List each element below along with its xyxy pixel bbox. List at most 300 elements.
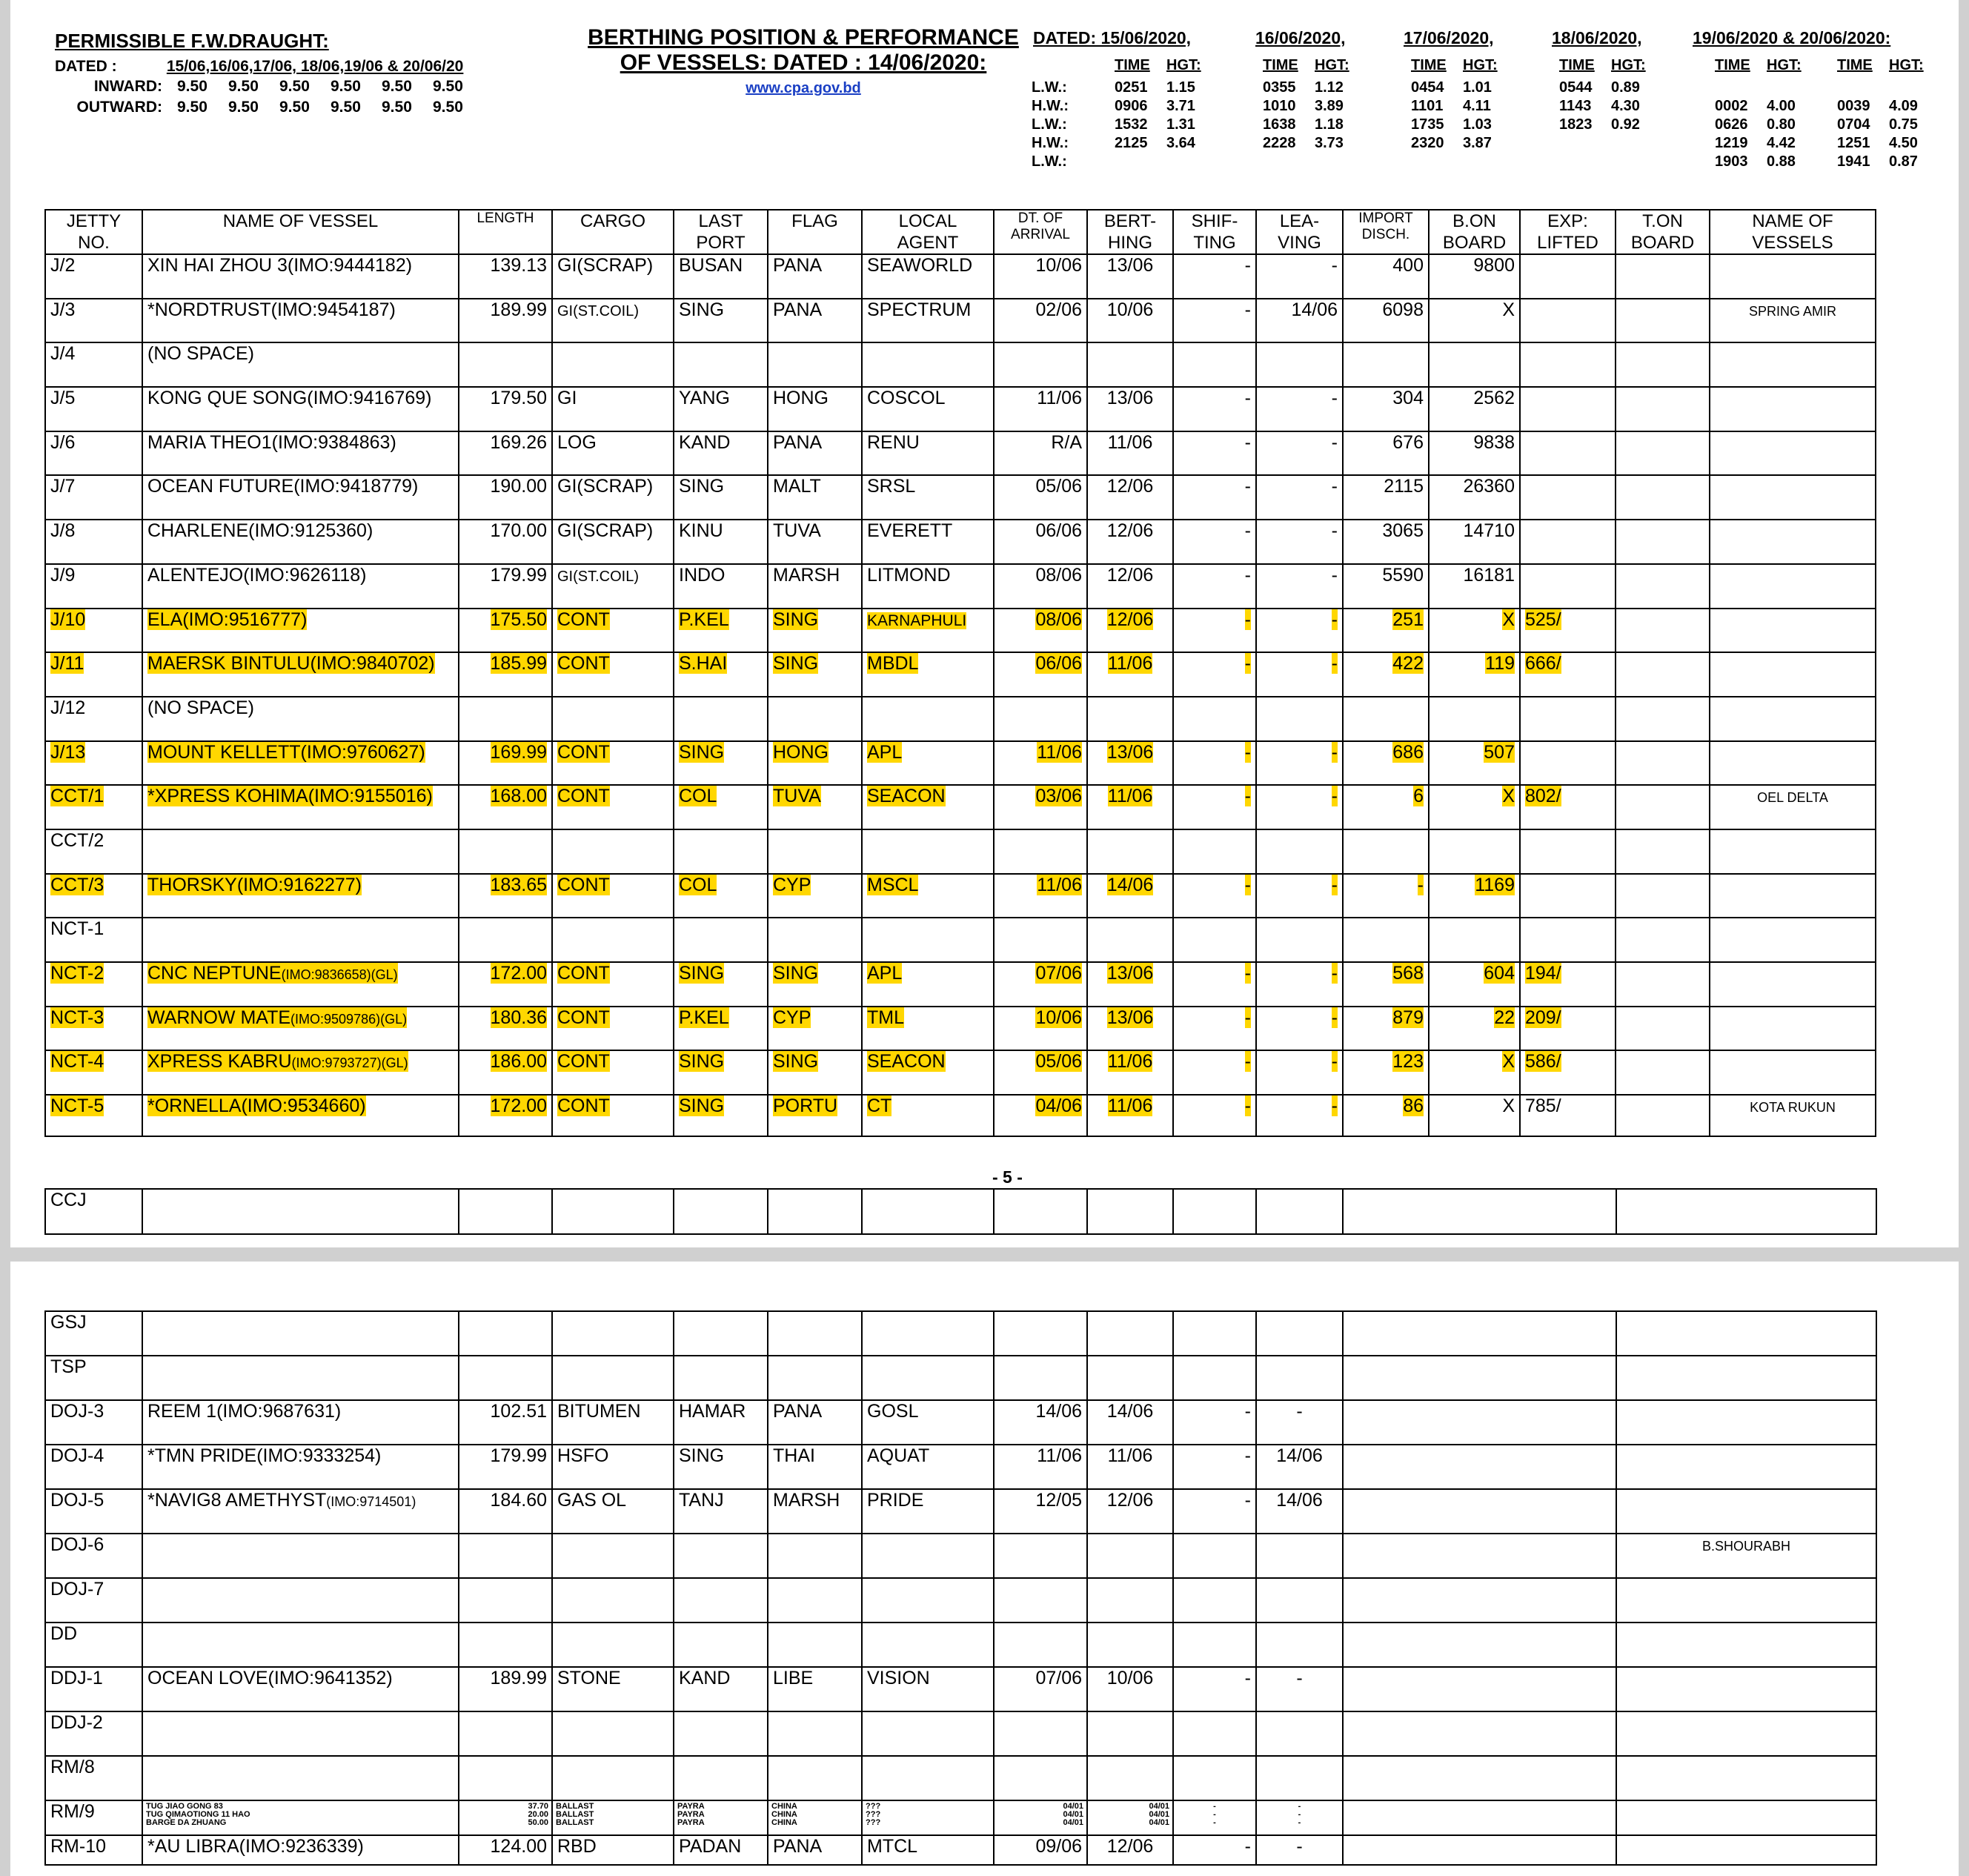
cell-value: -: [1331, 963, 1338, 984]
cell-value: TML: [867, 1007, 904, 1028]
cell-arrival: [994, 962, 1087, 1007]
berthing-table: [44, 209, 1876, 1137]
cell-value: J/13: [50, 741, 86, 763]
cell-cargo: [552, 254, 674, 299]
cell-leaving: [1256, 1756, 1343, 1800]
tide-time-value: 1251: [1837, 135, 1870, 151]
cell-shifting: [1173, 741, 1256, 786]
cell-line: 04/01: [1149, 1810, 1169, 1819]
cell-last-port: [674, 299, 768, 343]
cell-cargo: [552, 1711, 674, 1756]
tide-time-value: 2320: [1411, 135, 1444, 151]
cell-value: 676: [1392, 431, 1424, 453]
cell-next: [1710, 342, 1876, 387]
cell-agent: [862, 520, 994, 564]
cell-value: 169.99: [490, 741, 547, 763]
cell-import: [1343, 431, 1429, 476]
cell-shifting: [1173, 609, 1256, 653]
cell-berthing: [1087, 1489, 1173, 1534]
cell-jetty: [45, 299, 142, 343]
cell-next: [1710, 564, 1876, 609]
cell-berthing: [1087, 431, 1173, 476]
cell-name: [142, 874, 459, 918]
cell-value: 11/06: [1037, 1445, 1082, 1466]
cell-jetty: [45, 1711, 142, 1756]
tide-time-value: 0704: [1837, 116, 1870, 133]
cell-value: DOJ-5: [50, 1490, 104, 1511]
cell-arrival: [994, 1835, 1087, 1865]
cell-name: [142, 1711, 459, 1756]
cell-agent: [862, 1623, 994, 1667]
tide-time-value: 0355: [1263, 79, 1296, 96]
cell-exp: [1520, 520, 1616, 564]
cell: [768, 1189, 862, 1234]
draught-outward-value: 9.50: [433, 99, 463, 116]
cell-value: PORTU: [773, 1096, 838, 1117]
column-header-line: T.ON: [1642, 211, 1683, 231]
cell-tonboard: [1616, 652, 1710, 697]
cell-value: TSP: [50, 1356, 87, 1377]
cell-line: CHINA: [771, 1802, 797, 1811]
page-number: - 5 -: [992, 1167, 1023, 1187]
cell-berthing: [1087, 520, 1173, 564]
cell-value: THORSKY(IMO:9162277): [147, 874, 362, 895]
cell-length: [459, 652, 552, 697]
cell-bonboard: [1429, 299, 1520, 343]
table-row: [45, 1534, 1876, 1578]
cell-value: -: [1331, 786, 1338, 807]
cell: [552, 1189, 674, 1234]
cell-name: [142, 652, 459, 697]
cell-value: 1169: [1475, 874, 1515, 895]
cell-arrival: [994, 1007, 1087, 1051]
cell-cargo: [552, 1835, 674, 1865]
table-row: [45, 1050, 1876, 1095]
cell-value: GSJ: [50, 1312, 87, 1333]
cell-last-port: [674, 254, 768, 299]
cell-tonboard: [1616, 520, 1710, 564]
tide-time-value: 0454: [1411, 79, 1444, 96]
cell-agent: [862, 1756, 994, 1800]
cell-flag: [768, 1800, 862, 1835]
cell-last-port: [674, 874, 768, 918]
cell-value: SEACON: [867, 1051, 946, 1073]
cell-value: -: [1331, 653, 1338, 675]
cell-blank: [1343, 1534, 1616, 1578]
cell-blank: [1343, 1400, 1616, 1445]
cell-tonboard: [1616, 342, 1710, 387]
cell-exp: [1520, 1050, 1616, 1095]
cell-next: [1710, 1007, 1876, 1051]
cell-last-port: [674, 342, 768, 387]
cell-value: 05/06: [1035, 476, 1082, 497]
cell-leaving: [1256, 475, 1343, 520]
cell-value: J/10: [50, 609, 86, 630]
tide-height-value: 3.71: [1166, 98, 1195, 114]
column-header: [1429, 210, 1520, 254]
tide-time-value: 2125: [1115, 135, 1148, 151]
cell-value: RENU: [867, 431, 920, 453]
cell-flag: [768, 475, 862, 520]
cell-line: TUG JIAO GONG 83: [146, 1802, 223, 1811]
cell-next: [1616, 1400, 1876, 1445]
cell-value: 185.99: [490, 653, 547, 675]
berthing-table-continued: [44, 1310, 1877, 1866]
cell-value: COL: [679, 874, 717, 895]
cell-last-port: [674, 1095, 768, 1136]
cell-value: 2562: [1473, 388, 1515, 409]
cell-line: 50.00: [528, 1818, 548, 1827]
cell-agent: [862, 299, 994, 343]
cell-value: AQUAT: [867, 1445, 930, 1466]
column-header-line: FLAG: [791, 211, 838, 231]
cell-value: SRSL: [867, 476, 916, 497]
cell-cargo: [552, 785, 674, 829]
cell-import: [1343, 609, 1429, 653]
cell-jetty: [45, 387, 142, 431]
cell-line: 04/01: [1063, 1818, 1083, 1827]
cell-tonboard: [1616, 918, 1710, 962]
cell-shifting: [1173, 1623, 1256, 1667]
cell-value: 13/06: [1106, 963, 1154, 984]
column-header: [1173, 210, 1256, 254]
cell-name: [142, 1445, 459, 1489]
cell-value: SING: [773, 1051, 819, 1073]
cell-value: 14/06: [1106, 874, 1154, 895]
cell-name: [142, 564, 459, 609]
cell-exp: [1520, 342, 1616, 387]
column-header-line: AGENT: [897, 233, 959, 253]
cell-blank: [1343, 1623, 1616, 1667]
cell-agent: [862, 387, 994, 431]
cell-value: 22: [1494, 1007, 1515, 1028]
cell-value: APL: [867, 963, 903, 984]
cell: [1087, 1189, 1173, 1234]
cell-value: 06/06: [1035, 653, 1082, 675]
cell-value: 194/: [1525, 963, 1561, 984]
cell-value: -: [1244, 1401, 1251, 1422]
cell-line: PAYRA: [677, 1810, 705, 1819]
cell-line: 04/01: [1149, 1818, 1169, 1827]
cell-last-port: [674, 962, 768, 1007]
cell-value: HONG: [773, 388, 829, 409]
cell-cargo: [552, 1050, 674, 1095]
cell-flag: [768, 697, 862, 741]
cell-agent: [862, 1400, 994, 1445]
cell-agent: [862, 1667, 994, 1711]
cell-tonboard: [1616, 609, 1710, 653]
cell-exp: [1520, 785, 1616, 829]
cell-value: SING: [679, 1096, 725, 1117]
cell-agent: [862, 918, 994, 962]
table-row: [45, 387, 1876, 431]
cell-leaving: [1256, 520, 1343, 564]
cell-value: 5590: [1382, 564, 1424, 586]
cell-line: BARGE DA ZHUANG: [146, 1818, 227, 1827]
cell-berthing: [1087, 254, 1173, 299]
tide-height-value: 4.30: [1611, 98, 1640, 114]
cell-next: [1616, 1534, 1876, 1578]
cell-shifting: [1173, 520, 1256, 564]
cell-shifting: [1173, 1800, 1256, 1835]
cell-agent: [862, 874, 994, 918]
cell-shifting: [1173, 1578, 1256, 1623]
cell-next: [1710, 1095, 1876, 1136]
cell-value: 251: [1392, 609, 1424, 630]
cell-arrival: [994, 874, 1087, 918]
cell-cargo: [552, 1400, 674, 1445]
cell-line: -: [1213, 1802, 1216, 1811]
cell-length: [459, 1400, 552, 1445]
cell-tonboard: [1616, 431, 1710, 476]
cell-agent: [862, 1311, 994, 1356]
draught-dated-label: DATED :: [55, 58, 117, 75]
cell-value: ALENTEJO(IMO:9626118): [147, 564, 367, 586]
cell-value: 04/06: [1035, 1096, 1082, 1117]
cell-value: GI(ST.COIL): [557, 568, 640, 585]
cell-berthing: [1087, 475, 1173, 520]
cell-value: J/8: [50, 520, 76, 542]
cell-jetty: [45, 1311, 142, 1356]
cell-import: [1343, 475, 1429, 520]
cell-next: [1710, 741, 1876, 786]
cell-last-port: [674, 564, 768, 609]
cell-exp: [1520, 874, 1616, 918]
page-title-line-1: BERTHING POSITION & PERFORMANCE: [588, 25, 1019, 50]
cell-line: ???: [866, 1818, 881, 1827]
cell-line: ???: [866, 1810, 881, 1819]
cell-jetty: [45, 741, 142, 786]
cell-bonboard: [1429, 829, 1520, 874]
cell-flag: [768, 962, 862, 1007]
cell-length: [459, 874, 552, 918]
cell-import: [1343, 1007, 1429, 1051]
cell-value: BITUMEN: [557, 1401, 641, 1422]
cell-agent: [862, 785, 994, 829]
cell-value: 09/06: [1035, 1836, 1082, 1857]
cell-flag: [768, 874, 862, 918]
tides-dated-19-20: 19/06/2020 & 20/06/2020:: [1693, 28, 1891, 47]
cell-tonboard: [1616, 1050, 1710, 1095]
table-row: [45, 829, 1876, 874]
cell-next: [1616, 1835, 1876, 1865]
cell-name: [142, 1007, 459, 1051]
cell-name: [142, 1534, 459, 1578]
cell-value: -: [1331, 388, 1338, 409]
cell-length: [459, 918, 552, 962]
cell-value: X: [1502, 1051, 1515, 1073]
cell-last-port: [674, 431, 768, 476]
tide-time-value: 1101: [1411, 98, 1444, 114]
cell-jetty: [45, 1445, 142, 1489]
cell-berthing: [1087, 829, 1173, 874]
cell-leaving: [1256, 609, 1343, 653]
cell-cargo: [552, 918, 674, 962]
cell-exp: [1520, 652, 1616, 697]
cell-value: GOSL: [867, 1401, 919, 1422]
cell-agent: [862, 829, 994, 874]
cell-value: TUVA: [773, 786, 821, 807]
cell-shifting: [1173, 564, 1256, 609]
cell-import: [1343, 741, 1429, 786]
cell-import: [1343, 785, 1429, 829]
cell-value: 14710: [1463, 520, 1515, 542]
draught-inward-value: 9.50: [382, 78, 412, 95]
cell: [1256, 1189, 1343, 1234]
cell-agent: [862, 475, 994, 520]
cell-value: LIBE: [773, 1668, 814, 1688]
cell-import: [1343, 697, 1429, 741]
cell-value: GI(ST.COIL): [557, 302, 640, 319]
cell-length: [459, 520, 552, 564]
page-title-line-2: OF VESSELS: DATED : 14/06/2020:: [620, 50, 987, 75]
cell-arrival: [994, 1489, 1087, 1534]
cell-blank: [1343, 1311, 1616, 1356]
cell-name: [142, 1050, 459, 1095]
cell-leaving: [1256, 299, 1343, 343]
cell-value: PANA: [773, 299, 823, 320]
column-header-line: BOARD: [1630, 233, 1695, 253]
cell-value: NCT-4: [50, 1051, 104, 1073]
cell-bonboard: [1429, 520, 1520, 564]
website-link[interactable]: www.cpa.gov.bd: [746, 80, 861, 96]
cell-exp: [1520, 299, 1616, 343]
cell-value: 123: [1392, 1051, 1424, 1073]
cell-length: [459, 1835, 552, 1865]
tide-time-value: 0626: [1715, 116, 1748, 133]
cell-arrival: [994, 1578, 1087, 1623]
cell-value: MSCL: [867, 874, 919, 895]
column-header-line: IMPORT: [1358, 211, 1413, 226]
cell-bonboard: [1429, 254, 1520, 299]
cell-value: 07/06: [1035, 1668, 1082, 1688]
cell-shifting: [1173, 1007, 1256, 1051]
cell-last-port: [674, 387, 768, 431]
cell-value: 14/06: [1106, 1401, 1154, 1422]
table-row: [45, 1623, 1876, 1667]
cell: [142, 1189, 459, 1234]
draught-outward-row: [55, 99, 484, 116]
cell-shifting: [1173, 1400, 1256, 1445]
cell-line: -: [1298, 1810, 1301, 1819]
cell-flag: [768, 342, 862, 387]
cell-cargo: [552, 299, 674, 343]
table-row: [45, 874, 1876, 918]
cell-name: [142, 741, 459, 786]
cell-arrival: [994, 475, 1087, 520]
cell-berthing: [1087, 299, 1173, 343]
cell-berthing: [1087, 741, 1173, 786]
cell-value: J/4: [50, 343, 76, 365]
cell-value: -: [1244, 520, 1251, 542]
cell-jetty: [45, 1095, 142, 1136]
tide-time-value: 1941: [1837, 153, 1870, 170]
cell-cargo: [552, 741, 674, 786]
cell-leaving: [1256, 697, 1343, 741]
cell-value: 2115: [1384, 476, 1424, 497]
cell-value: 179.99: [490, 564, 547, 586]
cell-length: [459, 1095, 552, 1136]
cell-value: 3065: [1382, 520, 1424, 542]
cell-value: APL: [867, 741, 903, 763]
cell-value: -: [1244, 1445, 1251, 1466]
cell: [1343, 1189, 1616, 1234]
cell-line: 04/01: [1063, 1810, 1083, 1819]
cell-name: [142, 520, 459, 564]
cell-value: 13/06: [1106, 255, 1154, 276]
cell-leaving: [1256, 564, 1343, 609]
cell-value: -: [1244, 255, 1251, 276]
cell-arrival: [994, 697, 1087, 741]
cell-import: [1343, 829, 1429, 874]
cell-value: B.SHOURABH: [1701, 1539, 1791, 1554]
cell-value: 12/06: [1106, 476, 1154, 497]
cell-leaving: [1256, 1400, 1343, 1445]
cell-value: 14/06: [1276, 1490, 1323, 1511]
cell-value: 6098: [1382, 299, 1424, 320]
cell-next: [1710, 475, 1876, 520]
cell-jetty: [45, 564, 142, 609]
table-row: [45, 299, 1876, 343]
cell-value: INDO: [679, 564, 725, 586]
cell-leaving: [1256, 1356, 1343, 1400]
cell-name: [142, 1623, 459, 1667]
cell-names: [142, 1800, 459, 1835]
column-header-line: LAST: [698, 211, 743, 231]
table-row: [45, 564, 1876, 609]
cell-cargo: [552, 1445, 674, 1489]
cell-bonboard: [1429, 1095, 1520, 1136]
cell-next: [1710, 254, 1876, 299]
cell-value: DDJ-1: [50, 1668, 103, 1688]
cell-import: [1343, 918, 1429, 962]
cell-last-port: [674, 475, 768, 520]
cell-tonboard: [1616, 564, 1710, 609]
cell-value: GI(SCRAP): [557, 255, 654, 276]
cell-last-port: [674, 829, 768, 874]
cell-value: KONG QUE SONG(IMO:9416769): [147, 388, 432, 409]
cell-value: TUVA: [773, 520, 821, 542]
cell-value: NCT-5: [50, 1096, 104, 1117]
cell-jetty: [45, 1050, 142, 1095]
cell-leaving: [1256, 254, 1343, 299]
cell-value: CONT: [557, 653, 610, 675]
cell-value: 12/06: [1106, 609, 1154, 630]
cell-name: [142, 829, 459, 874]
cell-value: CCT/2: [50, 829, 104, 851]
cell-length: [459, 387, 552, 431]
column-header: [142, 210, 459, 254]
draught-dated-row: [55, 58, 463, 76]
cell-length: [459, 697, 552, 741]
cell-flag: [768, 431, 862, 476]
cell-berthing: [1087, 1667, 1173, 1711]
cell-exp: [1520, 609, 1616, 653]
cell-jetty: [45, 829, 142, 874]
column-header-line: CARGO: [580, 211, 645, 231]
cell-jetty: [45, 1489, 142, 1534]
cell-length: [459, 609, 552, 653]
column-header-line: NAME OF: [1752, 211, 1833, 231]
cell-tonboard: [1616, 387, 1710, 431]
cell-value: BUSAN: [679, 255, 743, 276]
tide-height-value: 1.12: [1315, 79, 1344, 96]
cell-value: COL: [679, 786, 717, 807]
cell-arrival: [994, 829, 1087, 874]
cell-arrival: [994, 387, 1087, 431]
cell-next: [1710, 609, 1876, 653]
cell-value: 785/: [1525, 1096, 1561, 1117]
